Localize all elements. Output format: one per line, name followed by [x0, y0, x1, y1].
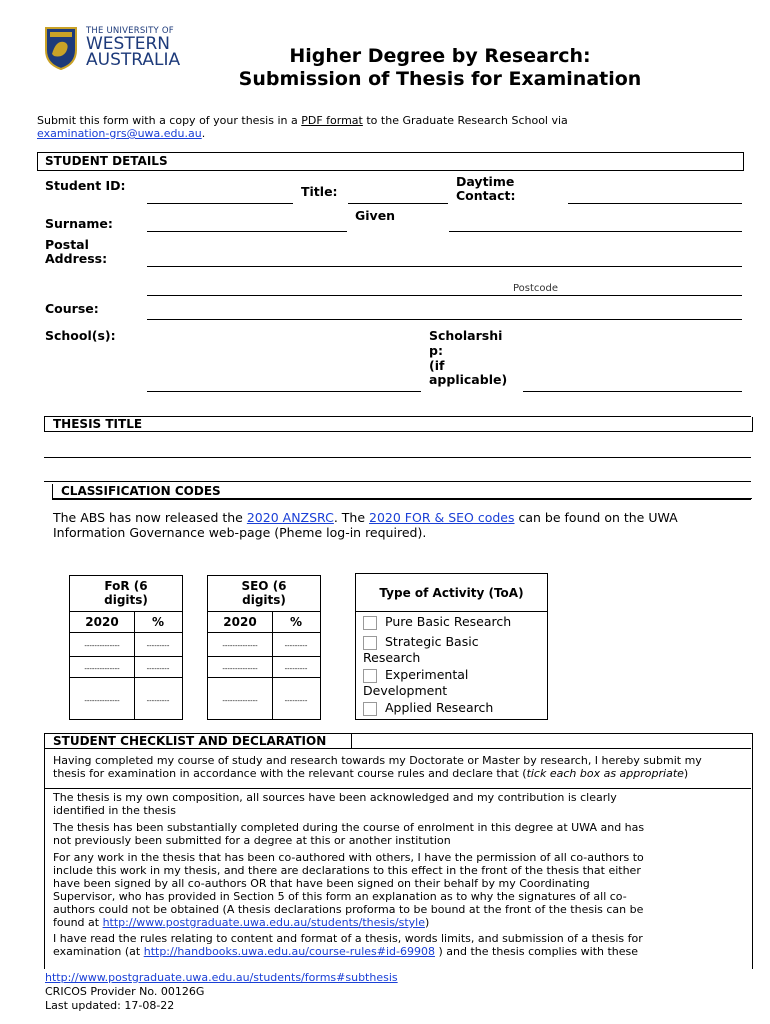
classification-text-3: can be found on the UWA — [514, 510, 678, 525]
for-col-pct: % — [151, 615, 165, 629]
thesis-style-link[interactable]: http://www.postgraduate.uwa.edu.au/students/thesis/style — [102, 916, 426, 929]
email-link[interactable]: examination-grs@uwa.edu.au — [37, 127, 202, 140]
seo-pct-2[interactable]: --------- — [284, 665, 308, 673]
strategic-basic-checkbox[interactable] — [363, 636, 377, 650]
decl-2a: The thesis has been substantially completed during the course of enrolment in this degree at UWA and has — [53, 821, 645, 834]
for-pct-3[interactable]: --------- — [146, 697, 170, 705]
classification-text-4: Information Governance web-page (Pheme log-in required). — [53, 525, 427, 540]
postal-label-2: Address: — [45, 251, 108, 266]
student-details-header — [37, 152, 744, 171]
schools-label: School(s): — [45, 328, 116, 343]
course-rules-link[interactable]: http://handbooks.uwa.edu.au/course-rules#id-69908 — [143, 945, 435, 958]
daytime-label-1: Daytime — [456, 174, 515, 189]
declaration-item-3 — [53, 851, 644, 929]
seo-col-pct: % — [289, 615, 303, 629]
toa-pure-basic[interactable] — [363, 614, 511, 630]
checklist-title: STUDENT CHECKLIST AND DECLARATION — [53, 734, 327, 748]
checklist-intro-2a: thesis for examination in accordance with the relevant course rules and declare that ( — [53, 767, 527, 780]
scholarship-field[interactable] — [523, 391, 742, 392]
checklist-intro-2c: ) — [683, 767, 689, 780]
postal-label-1: Postal — [45, 237, 89, 252]
postcode-label: Postcode — [513, 283, 559, 294]
checklist-intro-1: Having completed my course of study and research towards my Doctorate or Master by research, I hereby submit my — [53, 754, 702, 767]
for-col-year: 2020 — [85, 615, 119, 629]
student-details-title: STUDENT DETAILS — [45, 154, 168, 168]
seo-head-2: digits) — [242, 593, 286, 607]
decl-1a: The thesis is my own composition, all sources have been acknowledged and my contribution is clearly — [53, 791, 617, 804]
uwa-logo — [44, 26, 184, 72]
decl-3f: found at — [53, 916, 103, 929]
scholarship-label-1: Scholarshi — [429, 328, 503, 343]
decl-2b: not previously been submitted for a degree at this or another institution — [53, 834, 451, 847]
pure-basic-checkbox[interactable] — [363, 616, 377, 630]
checklist-intro-2b: tick each box as appropriate — [526, 767, 684, 780]
checklist-intro — [53, 754, 743, 780]
student-id-label: Student ID: — [45, 178, 126, 193]
applied-label: Applied Research — [385, 700, 494, 715]
for-pct-1[interactable]: --------- — [146, 642, 170, 650]
for-head-1: FoR (6 — [104, 579, 148, 593]
for-table — [69, 575, 183, 720]
decl-3c: have been signed by all co-authors OR that have been signed on their behalf by my Coordinating — [53, 877, 590, 890]
seo-code-1[interactable]: -------------- — [222, 642, 258, 650]
anzsrc-link[interactable]: 2020 ANZSRC — [246, 510, 334, 525]
classification-text-2: . The — [333, 510, 370, 525]
postal-address-field-2[interactable] — [147, 295, 742, 296]
scholarship-label-2: p: — [429, 343, 443, 358]
experimental-label: Experimental — [385, 667, 469, 682]
surname-label: Surname: — [45, 216, 113, 231]
intro-text1: Submit this form with a copy of your thesis in a — [37, 114, 302, 127]
decl-4c: ) and the thesis complies with these — [434, 945, 639, 958]
seo-pct-1[interactable]: --------- — [284, 642, 308, 650]
decl-3b: include this work in my thesis, and there are declarations to this effect in the front of the thesis that either — [53, 864, 641, 877]
declaration-item-1 — [53, 791, 617, 817]
classification-header — [52, 484, 752, 499]
intro-text — [37, 114, 737, 140]
declaration-item-4 — [53, 932, 643, 958]
given-field[interactable] — [449, 231, 742, 232]
seo-table — [207, 575, 321, 720]
for-code-2[interactable]: -------------- — [84, 665, 120, 673]
declaration-item-2 — [53, 821, 644, 847]
page-title-line1: Higher Degree by Research: — [289, 45, 591, 67]
course-label: Course: — [45, 301, 99, 316]
footer-forms-link[interactable]: http://www.postgraduate.uwa.edu.au/students/forms#subthesis — [45, 971, 398, 984]
schools-field[interactable] — [147, 391, 421, 392]
uwa-crest-icon — [44, 26, 78, 70]
decl-3e: authors could not be obtained (A thesis declarations proforma to be bound at the front of the thesis can be — [53, 903, 644, 916]
classification-title: CLASSIFICATION CODES — [61, 484, 221, 498]
toa-header: Type of Activity (ToA) — [379, 586, 524, 600]
thesis-title-field-2[interactable] — [44, 481, 751, 482]
intro-text2: to the Graduate Research School via — [362, 114, 568, 127]
page-title-line2: Submission of Thesis for Examination — [238, 68, 642, 90]
footer-cricos: CRICOS Provider No. 00126G — [45, 985, 205, 998]
pdf-format-link[interactable]: PDF format — [301, 114, 363, 127]
daytime-contact-field[interactable] — [568, 203, 742, 204]
seo-code-2[interactable]: -------------- — [222, 665, 258, 673]
for-seo-codes-link[interactable]: 2020 FOR & SEO codes — [369, 510, 515, 525]
toa-strategic-basic[interactable] — [363, 634, 479, 665]
intro-end: . — [201, 127, 206, 140]
thesis-title-field-1[interactable] — [44, 457, 751, 458]
decl-1b: identified in the thesis — [53, 804, 176, 817]
for-code-3[interactable]: -------------- — [84, 697, 120, 705]
seo-pct-3[interactable]: --------- — [284, 697, 308, 705]
strategic-basic-label: Strategic Basic — [385, 634, 479, 649]
decl-3g: ) — [425, 916, 430, 929]
decl-4b: examination (at — [53, 945, 144, 958]
title-field[interactable] — [348, 203, 448, 204]
experimental-checkbox[interactable] — [363, 669, 377, 683]
applied-checkbox[interactable] — [363, 702, 377, 716]
thesis-title-header — [44, 417, 753, 432]
seo-code-3[interactable]: -------------- — [222, 697, 258, 705]
experimental-label-2: Development — [363, 682, 448, 698]
strategic-basic-label-2: Research — [363, 649, 421, 665]
daytime-label-2: Contact: — [456, 188, 516, 203]
toa-experimental[interactable] — [363, 667, 468, 698]
classification-text-1: The ABS has now released the — [53, 510, 247, 525]
logo-line3: AUSTRALIA — [86, 50, 181, 70]
scholarship-label-4: applicable) — [429, 372, 508, 387]
logo-line1: THE UNIVERSITY OF — [86, 26, 174, 36]
toa-box — [355, 573, 548, 720]
logo-line2: WESTERN — [86, 34, 170, 54]
for-code-1[interactable]: -------------- — [84, 642, 120, 650]
decl-4a: I have read the rules relating to content and format of a thesis, words limits, and submission of a thesis for — [53, 932, 643, 945]
scholarship-label-3: (if — [429, 358, 445, 373]
checklist-header — [44, 733, 352, 749]
classification-text — [53, 510, 743, 540]
title-label: Title: — [301, 184, 338, 199]
thesis-title-label: THESIS TITLE — [53, 417, 143, 431]
toa-applied[interactable] — [363, 700, 493, 716]
surname-field[interactable] — [147, 231, 347, 232]
course-field[interactable] — [147, 319, 742, 320]
pure-basic-label: Pure Basic Research — [385, 614, 512, 629]
checklist-intro-rule — [44, 788, 751, 789]
given-label: Given — [355, 208, 396, 223]
for-head-2: digits) — [104, 593, 148, 607]
postal-address-field-1[interactable] — [147, 266, 742, 267]
for-pct-2[interactable]: --------- — [146, 665, 170, 673]
student-id-field[interactable] — [147, 203, 293, 204]
decl-3a: For any work in the thesis that has been co-authored with others, I have the permission of all co-authors to — [53, 851, 644, 864]
checklist-header-rule — [44, 748, 751, 749]
footer-updated: Last updated: 17-08-22 — [45, 999, 175, 1012]
seo-head-1: SEO (6 — [241, 579, 287, 593]
decl-3d: Supervisor, who has provided in Section 5 of this form an explanation as to why the signatures of all co- — [53, 890, 627, 903]
classification-bottom-rule — [52, 499, 751, 500]
seo-col-year: 2020 — [223, 615, 257, 629]
